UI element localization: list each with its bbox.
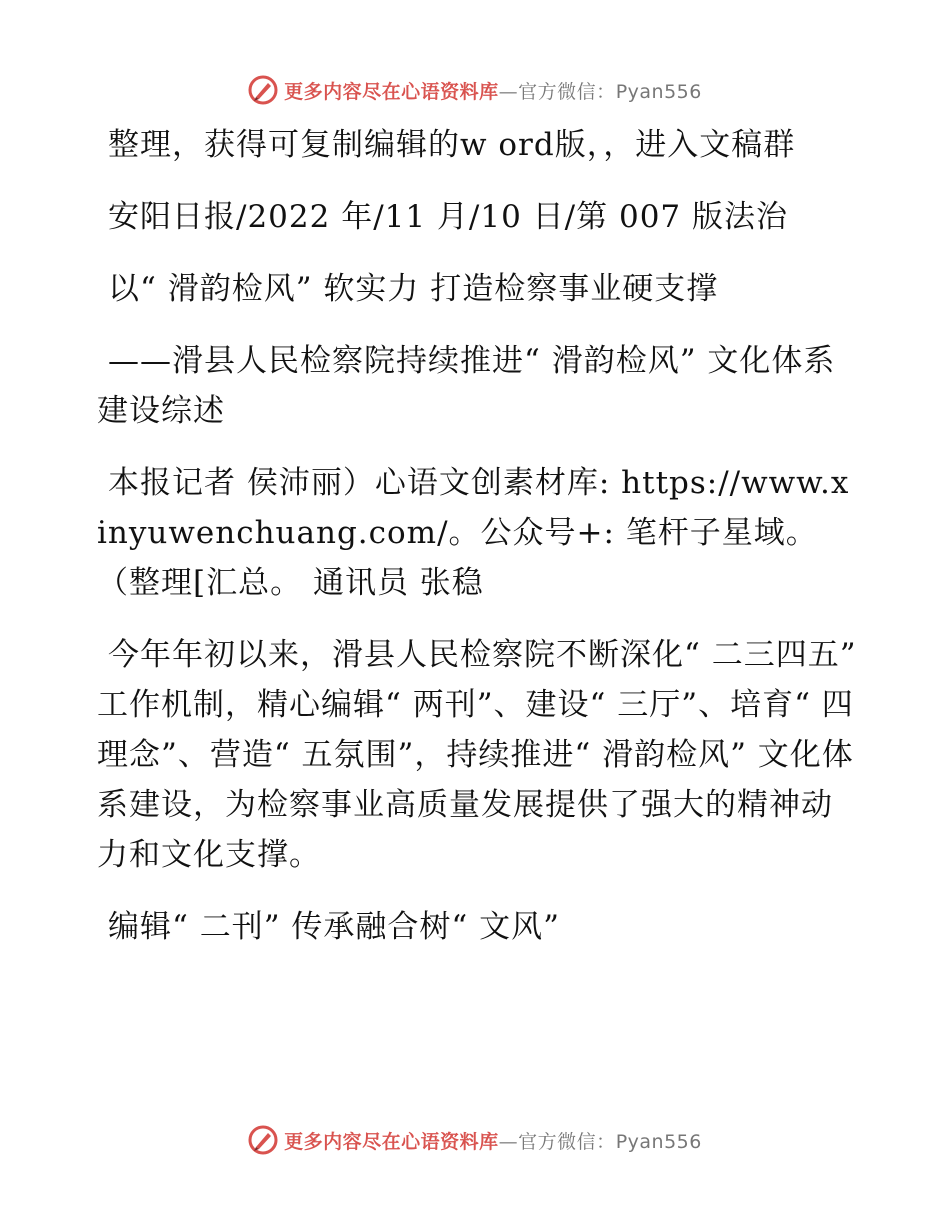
paragraph-byline: 本报记者 侯沛丽）心语文创素材库: https://www.xinyuwenchuang.com/。公众号+: 笔杆子星域。（整理[汇总。 通讯员 张稳 xyxy=(97,465,850,601)
banner-wechat-id: Pyan556 xyxy=(615,80,702,103)
banner-text xyxy=(284,1127,702,1154)
banner-main-text: 更多内容尽在心语资料库 xyxy=(284,1130,499,1153)
paragraph-source: 安阳日报/2022 年/11 月/10 日/第 007 版法治 xyxy=(108,199,789,235)
header-banner xyxy=(0,70,950,110)
document-body xyxy=(97,120,857,952)
paragraph-intro: 整理，获得可复制编辑的w ord版，，进入文稿群 xyxy=(108,127,796,163)
banner-text xyxy=(284,77,702,104)
banner-wechat-label: 官方微信： xyxy=(518,80,616,103)
banner-dash: — xyxy=(498,80,519,103)
banner-wechat-id: Pyan556 xyxy=(615,1130,702,1153)
quill-pen-logo-icon xyxy=(248,75,278,105)
paragraph-body: 今年年初以来，滑县人民检察院不断深化“ 二三四五” 工作机制，精心编辑“ 两刊”、建设“ 三厅”、培育“ 四理念”、营造“ 五氛围”，持续推进“ 滑韵检风” 文化体系建设，为检察事业高质量发展提供了强大的精神动力和文化支撑。 xyxy=(97,637,857,873)
article-subtitle: ——滑县人民检察院持续推进“ 滑韵检风” 文化体系建设综述 xyxy=(97,343,836,429)
quill-pen-logo-icon xyxy=(248,1125,278,1155)
banner-main-text: 更多内容尽在心语资料库 xyxy=(284,80,499,103)
section-heading: 编辑“ 二刊” 传承融合树“ 文风” xyxy=(108,909,560,945)
banner-wechat-label: 官方微信： xyxy=(518,1130,616,1153)
footer-banner xyxy=(0,1120,950,1160)
article-title: 以“ 滑韵检风” 软实力 打造检察事业硬支撑 xyxy=(108,271,719,307)
banner-dash: — xyxy=(498,1130,519,1153)
